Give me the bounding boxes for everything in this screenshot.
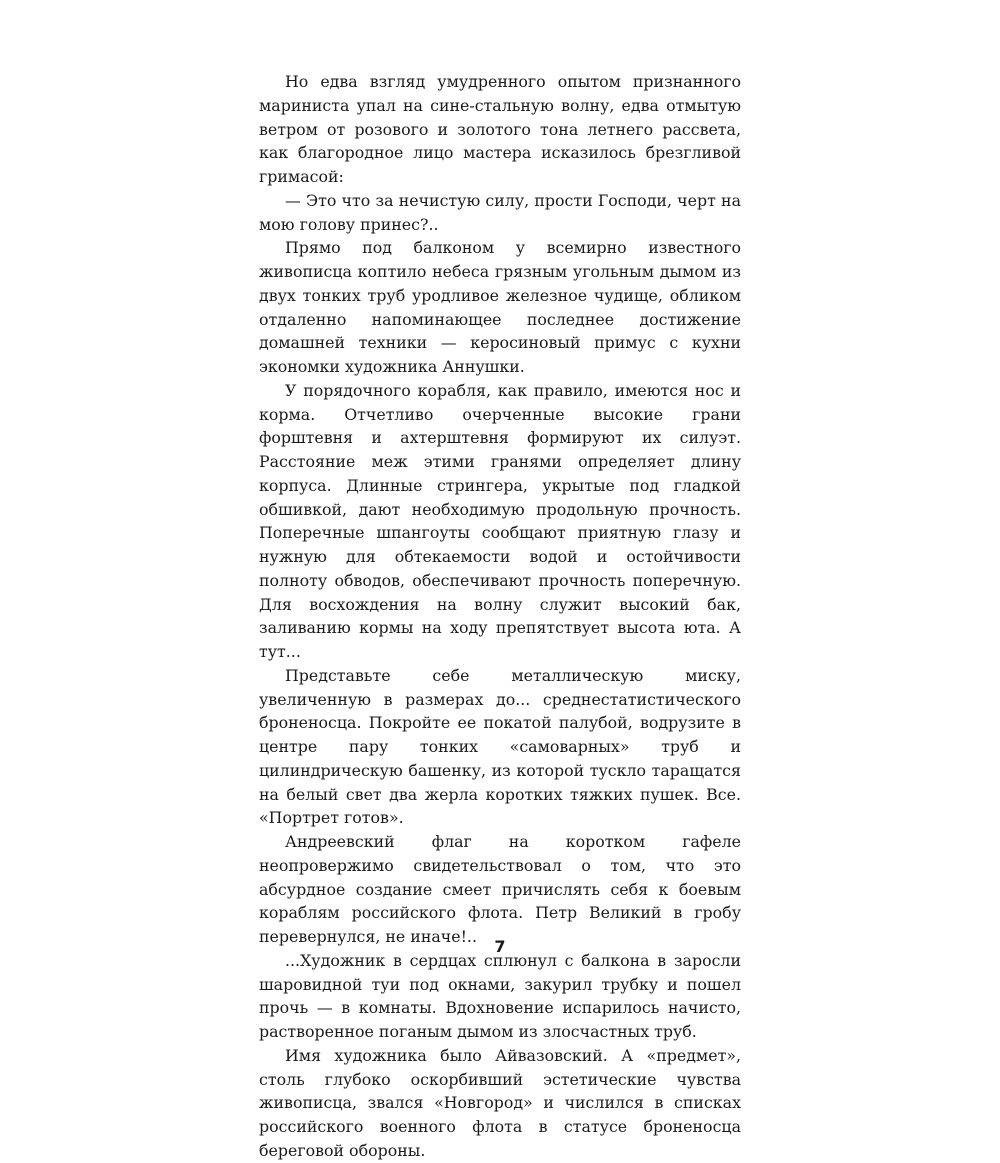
paragraph: Представьте себе металлическую миску, увеличенную в размерах до... среднестатистического броненосца. Покройте ее покатой палубой, водрузите в центре пару тонких «самоварных» труб и цилиндрическую башенку, из которой тускло таращатся на белый свет два жерла коротких тяжких пушек. Все. «Портрет готов». [259,665,741,828]
paragraph: ...Художник в сердцах сплюнул с балкона в заросли шаровидной туи под окнами, закурил трубку и пошел прочь — в комнаты. Вдохновение испарилось начисто, растворенное поганым дымом из злосчастных труб. [259,950,741,1041]
paragraph: Но едва взгляд умудренного опытом признанного мариниста упал на сине-стальную волну, едва отмытую ветром от розового и золотого тона летнего рассвета, как благородное лицо мастера исказилось брезгливой гримасой: [259,72,741,186]
paragraph: Андреевский флаг на коротком гафеле неопровержимо свидетельствовал о том, что это абсурдное создание смеет причислять себя к боевым кораблям российского флота. Петр Великий в гробу перевернулся, не иначе!.. [259,832,741,946]
page-number: 7 [494,937,506,956]
body-text [259,70,741,1163]
paragraph: Прямо под балконом у всемирно известного живописца коптило небеса грязным угольным дымом из двух тонких труб уродливое железное чудище, обликом отдаленно напоминающее последнее достижение домашней техники — керосиновый примус с кухни экономки художника Аннушки. [259,238,741,376]
paragraph: У порядочного корабля, как правило, имеются нос и корма. Отчетливо очерченные высокие грани форштевня и ахтерштевня формируют их силуэт. Расстояние меж этими гранями определяет длину корпуса. Длинные стрингера, укрытые под гладкой обшивкой, дают необходимую продольную прочность. Поперечные шпангоуты сообщают приятную глазу и нужную для обтекаемости водой и остойчивости полноту обводов, обеспечивают прочность поперечную. Для восхождения на волну служит высокий бак, заливанию кормы на ходу препятствует высота юта. А тут... [259,380,741,661]
paragraph: — Это что за нечистую силу, прости Господи, черт на мою голову принес?.. [259,190,741,234]
paragraph: Имя художника было Айвазовский. А «предмет», столь глубоко оскорбивший эстетические чувства живописца, звался «Новгород» и числился в списках российского военного флота в статусе броненосца береговой обороны. [259,1045,741,1160]
